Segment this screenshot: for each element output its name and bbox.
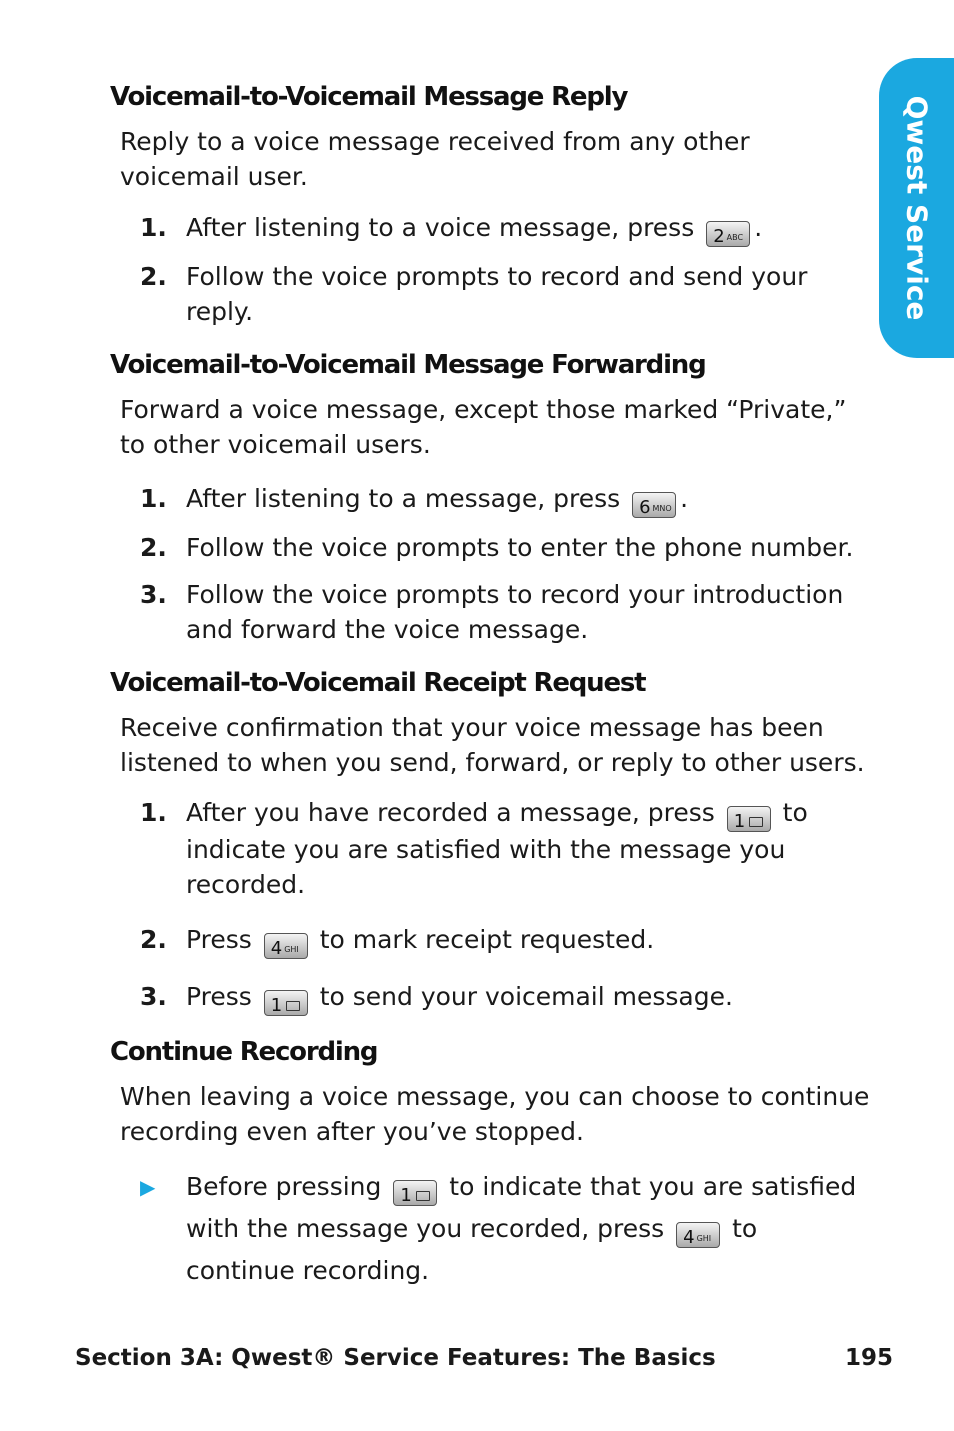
heading-reply: Voicemail-to-Voicemail Message Reply	[110, 82, 628, 112]
step-item: 2. Press 4 GHI to mark receipt requested.	[110, 922, 870, 959]
step-text: Follow the voice prompts to record your introduction and forward the voice message.	[186, 580, 844, 644]
bullet-item: ▶ Before pressing 1 to indicate that you are satisfied with the message you recorded, press 4 GHI to continue recording.	[110, 1166, 870, 1292]
heading-receipt: Voicemail-to-Voicemail Receipt Request	[110, 668, 646, 698]
step-number: 1.	[140, 798, 167, 827]
step-item: 3. Press 1 to send your voicemail message.	[110, 979, 870, 1016]
step-item	[110, 259, 870, 329]
page-content	[110, 82, 870, 1292]
intro-receipt: Receive confirmation that your voice message has been listened to when you send, forward, or reply to other users.	[120, 713, 865, 777]
key-1-icon: 1	[727, 806, 771, 832]
heading-continue-recording: Continue Recording	[110, 1037, 378, 1067]
heading-forwarding: Voicemail-to-Voicemail Message Forwarding	[110, 350, 706, 380]
step-number: 2.	[140, 533, 167, 562]
key-4-icon: 4 GHI	[264, 933, 308, 959]
step-item: 1. After listening to a message, press 6 MNO .	[110, 481, 870, 518]
step-text: After you have recorded a message, press	[186, 798, 715, 827]
triangle-bullet-icon: ▶	[140, 1175, 156, 1199]
key-6-icon: 6 MNO	[632, 492, 676, 518]
page-number: 195	[844, 1345, 893, 1371]
footer-section-title: Section 3A: Qwest® Service Features: The Basics	[75, 1345, 716, 1371]
step-number: 1.	[140, 213, 167, 242]
intro-reply: Reply to a voice message received from any other voicemail user.	[120, 127, 750, 191]
step-number: 1.	[140, 484, 167, 513]
key-4-icon: 4 GHI	[676, 1222, 720, 1248]
intro-forwarding: Forward a voice message, except those marked “Private,” to other voicemail users.	[120, 395, 847, 459]
step-number: 3.	[140, 580, 167, 609]
step-number: 2.	[140, 262, 167, 291]
step-text: After listening to a message, press	[186, 484, 621, 513]
page-footer	[75, 1345, 893, 1371]
key-1-icon: 1	[264, 990, 308, 1016]
step-text: Follow the voice prompts to enter the phone number.	[186, 533, 854, 562]
step-number: 2.	[140, 925, 167, 954]
key-1-icon: 1	[393, 1180, 437, 1206]
step-item: 1. After you have recorded a message, press 1 to indicate you are satisfied with the message you recorded.	[110, 795, 870, 902]
step-text: Follow the voice prompts to record and send your reply.	[186, 262, 808, 326]
step-item	[110, 530, 870, 565]
step-text: After listening to a voice message, press	[186, 213, 695, 242]
step-item	[110, 577, 870, 647]
side-tab-label: Qwest Service	[900, 95, 934, 321]
step-number: 3.	[140, 982, 167, 1011]
intro-continue-recording: When leaving a voice message, you can choose to continue recording even after you’ve stopped.	[120, 1082, 870, 1146]
step-item: 1. After listening to a voice message, press 2 ABC .	[110, 210, 870, 247]
key-2-icon: 2 ABC	[706, 221, 750, 247]
